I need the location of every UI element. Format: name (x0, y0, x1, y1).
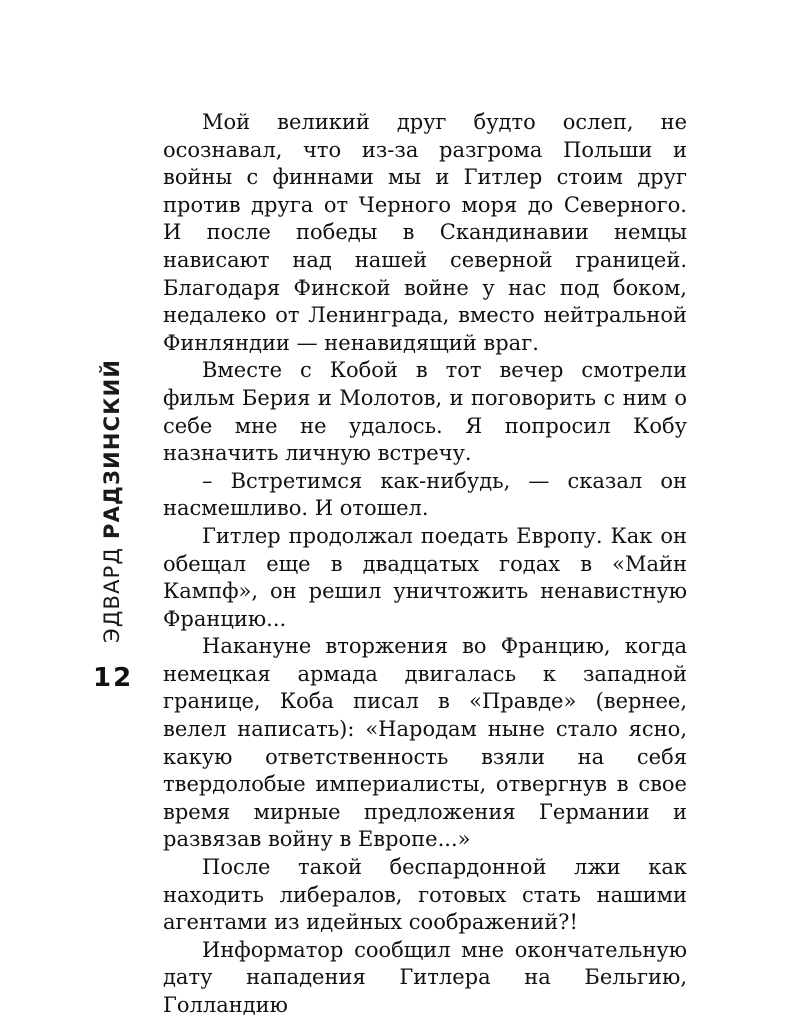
paragraph: Гитлер продолжал поедать Европу. Как он обещал еще в двадцатых годах в «Майн Кампф», он решил уничтожить ненавистную Францию... (163, 523, 687, 631)
body-text (163, 109, 687, 1020)
paragraph: Вместе с Кобой в тот вечер смотрели фильм Берия и Молотов, и поговорить с ним о себе мне не удалось. Я попросил Кобу назначить личную встречу. (163, 358, 687, 466)
paragraph: После такой беспардонной лжи как находить либералов, готовых стать нашими агентами из идейных соображений?! (163, 855, 687, 935)
page-number: 12 (93, 663, 134, 693)
paragraph: – Встретимся как-нибудь, — сказал он насмешливо. И отошел. (163, 468, 687, 521)
author-last-name: РАДЗИНСКИЙ (100, 358, 124, 539)
paragraph: Накануне вторжения во Францию, когда немецкая армада двигалась к западной границе, Коба писал в «Правде» (вернее, велел написать): «Народам ныне стало ясно, какую ответственность взяли на себя твердолобые империалисты, отвергнув в свое время мирные предложения Германии и развязав войну в Европе...» (163, 634, 687, 852)
paragraph: Мой великий друг будто ослеп, не осознавал, что из-за разгрома Польши и войны с финнами мы и Гитлер стоим друг против друга от Черного моря до Северного. И после победы в Скандинавии немцы нависают над нашей северной границей. Благодаря Финской войне у нас под боком, недалеко от Ленинграда, вместо нейтральной Финляндии — ненавидящий враг. (163, 110, 687, 355)
running-head (94, 358, 130, 643)
paragraph: Информатор сообщил мне окончательную дату нападения Гитлера на Бельгию, Голландию (163, 937, 687, 1017)
author-first-name: ЭДВАРД (100, 546, 124, 643)
